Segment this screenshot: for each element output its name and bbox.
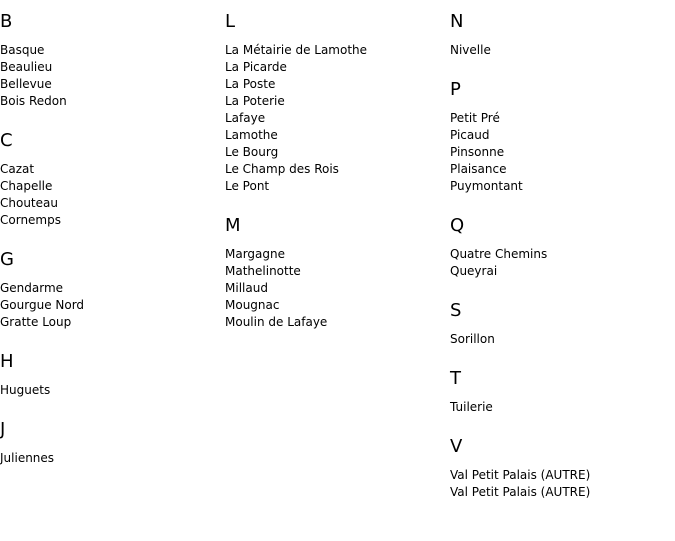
place-link[interactable]: Picaud	[450, 128, 490, 142]
list-item	[225, 246, 450, 263]
place-link[interactable]: Cornemps	[0, 213, 61, 227]
place-list	[0, 161, 225, 229]
list-item	[450, 263, 675, 280]
place-link[interactable]: Gourgue Nord	[0, 298, 85, 312]
section-letter-heading: V	[450, 436, 463, 457]
place-list	[225, 246, 450, 331]
place-link[interactable]: Mathelinotte	[225, 264, 301, 278]
letter-section	[450, 300, 675, 348]
place-list	[450, 331, 675, 348]
section-letter-heading: P	[450, 79, 461, 100]
section-letter-heading: C	[0, 130, 13, 151]
place-link[interactable]: Gendarme	[0, 281, 64, 295]
place-link[interactable]: Nivelle	[450, 43, 491, 57]
list-item	[0, 195, 225, 212]
place-link[interactable]: Puymontant	[450, 179, 523, 193]
place-list	[450, 467, 675, 501]
column-3	[450, 0, 675, 501]
letter-section	[450, 368, 675, 416]
list-item	[450, 399, 675, 416]
column-1	[0, 0, 225, 467]
list-item	[0, 161, 225, 178]
list-item	[450, 42, 675, 59]
list-item	[225, 314, 450, 331]
letter-section	[0, 130, 225, 229]
place-link[interactable]: Millaud	[225, 281, 268, 295]
letter-section	[450, 215, 675, 280]
place-link[interactable]: Bois Redon	[0, 94, 67, 108]
place-link[interactable]: Le Bourg	[225, 145, 279, 159]
place-link[interactable]: Bellevue	[0, 77, 52, 91]
place-link[interactable]: Quatre Chemins	[450, 247, 548, 261]
list-item	[225, 280, 450, 297]
place-list	[450, 110, 675, 195]
list-item	[450, 484, 675, 501]
section-letter-heading: S	[450, 300, 462, 321]
place-list	[450, 42, 675, 59]
section-letter-heading: B	[0, 11, 13, 32]
list-item	[0, 450, 225, 467]
place-link[interactable]: Sorillon	[450, 332, 495, 346]
list-item	[450, 467, 675, 484]
place-link[interactable]: Margagne	[225, 247, 286, 261]
place-link[interactable]: Beaulieu	[0, 60, 53, 74]
list-item	[0, 382, 225, 399]
list-item	[225, 161, 450, 178]
list-item	[225, 127, 450, 144]
section-letter-heading: J	[0, 419, 6, 440]
place-list	[450, 246, 675, 280]
place-link[interactable]: Huguets	[0, 383, 51, 397]
place-list	[225, 42, 450, 195]
column-2	[225, 0, 450, 331]
place-link[interactable]: Lamothe	[225, 128, 278, 142]
list-item	[450, 144, 675, 161]
list-item	[0, 59, 225, 76]
list-item	[0, 76, 225, 93]
letter-section	[225, 215, 450, 331]
list-item	[0, 297, 225, 314]
place-link[interactable]: Val Petit Palais (AUTRE)	[450, 468, 591, 482]
place-link[interactable]: La Picarde	[225, 60, 287, 74]
letter-section	[0, 351, 225, 399]
place-link[interactable]: Chouteau	[0, 196, 58, 210]
list-item	[0, 280, 225, 297]
place-link[interactable]: Pinsonne	[450, 145, 505, 159]
letter-section	[0, 419, 225, 467]
list-item	[0, 93, 225, 110]
list-item	[225, 42, 450, 59]
place-link[interactable]: Basque	[0, 43, 45, 57]
place-list	[0, 450, 225, 467]
list-item	[0, 314, 225, 331]
list-item	[450, 110, 675, 127]
list-item	[225, 110, 450, 127]
list-item	[225, 263, 450, 280]
place-link[interactable]: Plaisance	[450, 162, 507, 176]
list-item	[0, 212, 225, 229]
section-letter-heading: L	[225, 11, 236, 32]
section-letter-heading: Q	[450, 215, 465, 236]
list-item	[225, 93, 450, 110]
letter-section	[0, 11, 225, 110]
letter-section	[0, 249, 225, 331]
place-link[interactable]: Tuilerie	[450, 400, 493, 414]
section-letter-heading: M	[225, 215, 241, 236]
place-link[interactable]: Juliennes	[0, 451, 55, 465]
place-link[interactable]: Le Pont	[225, 179, 270, 193]
letter-section	[450, 79, 675, 195]
place-link[interactable]: Val Petit Palais (AUTRE)	[450, 485, 591, 499]
letter-section	[450, 11, 675, 59]
place-list	[450, 399, 675, 416]
section-letter-heading: G	[0, 249, 14, 270]
list-item	[225, 144, 450, 161]
list-item	[450, 178, 675, 195]
place-list	[0, 280, 225, 331]
list-item	[450, 331, 675, 348]
place-link[interactable]: La Métairie de Lamothe	[225, 43, 368, 57]
list-item	[0, 42, 225, 59]
place-link[interactable]: Gratte Loup	[0, 315, 72, 329]
place-list	[0, 42, 225, 110]
place-link[interactable]: La Poste	[225, 77, 276, 91]
place-list	[0, 382, 225, 399]
list-item	[450, 246, 675, 263]
section-letter-heading: H	[0, 351, 14, 372]
letter-section	[225, 11, 450, 195]
list-item	[225, 59, 450, 76]
letter-section	[450, 436, 675, 501]
list-item	[225, 76, 450, 93]
section-letter-heading: T	[450, 368, 461, 389]
place-link[interactable]: Moulin de Lafaye	[225, 315, 328, 329]
place-link[interactable]: Le Champ des Rois	[225, 162, 339, 176]
list-item	[450, 161, 675, 178]
place-link[interactable]: La Poterie	[225, 94, 285, 108]
list-item	[0, 178, 225, 195]
place-link[interactable]: Petit Pré	[450, 111, 500, 125]
place-link[interactable]: Chapelle	[0, 179, 53, 193]
list-item	[225, 297, 450, 314]
place-link[interactable]: Cazat	[0, 162, 35, 176]
place-link[interactable]: Mougnac	[225, 298, 280, 312]
list-item	[225, 178, 450, 195]
list-item	[450, 127, 675, 144]
section-letter-heading: N	[450, 11, 464, 32]
place-link[interactable]: Lafaye	[225, 111, 266, 125]
place-link[interactable]: Queyrai	[450, 264, 498, 278]
